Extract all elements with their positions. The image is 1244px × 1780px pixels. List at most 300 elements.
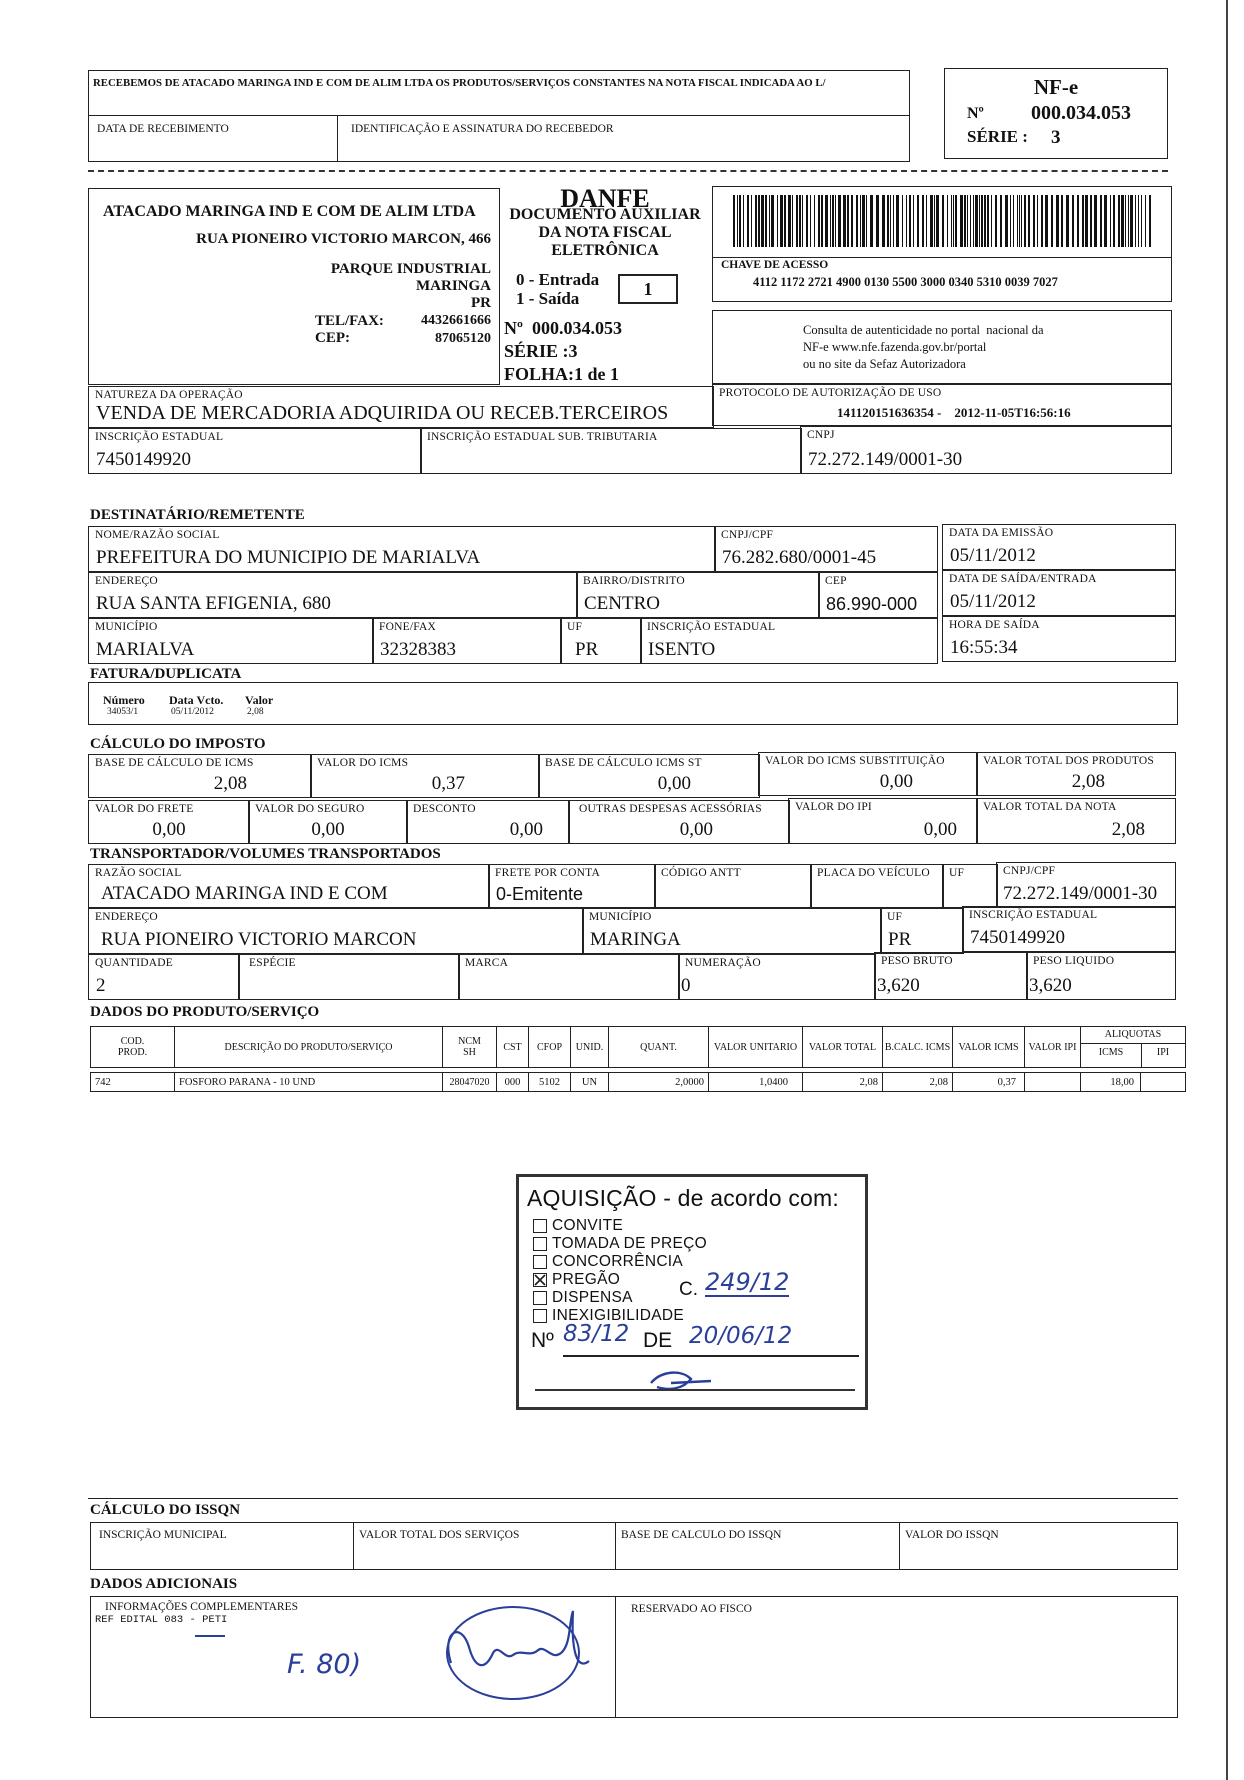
barcode-bar bbox=[890, 195, 891, 247]
barcode-bar bbox=[909, 195, 911, 247]
cnpj-cell bbox=[800, 426, 1172, 474]
barcode-bar bbox=[1061, 195, 1063, 247]
emitter-street: RUA PIONEIRO VICTORIO MARCON, 466 bbox=[196, 231, 491, 247]
freight-label: VALOR DO FRETE bbox=[95, 803, 194, 815]
barcode-bar bbox=[1017, 195, 1018, 247]
protocol-cell bbox=[712, 384, 1172, 426]
info-text: REF EDITAL 083 - PETI bbox=[95, 1614, 228, 1626]
emission-cell bbox=[942, 524, 1176, 570]
access-key-label: CHAVE DE ACESSO bbox=[721, 259, 829, 271]
th-cfop: CFOP bbox=[529, 1027, 571, 1067]
barcode-bar bbox=[995, 195, 997, 247]
td-total: 2,08 bbox=[803, 1073, 883, 1091]
barcode-bar bbox=[832, 195, 834, 247]
danfe-line1: DOCUMENTO AUXILIAR bbox=[509, 206, 701, 223]
consult-line2: NF-e www.nfe.fazenda.gov.br/portal bbox=[803, 340, 987, 354]
recipient-address: RUA SANTA EFIGENIA, 680 bbox=[96, 593, 331, 614]
barcode-bar bbox=[922, 195, 924, 247]
net-cell bbox=[1026, 952, 1176, 1000]
recipient-name-label: NOME/RAZÃO SOCIAL bbox=[95, 529, 220, 541]
barcode-bar bbox=[788, 195, 791, 247]
barcode-bar bbox=[802, 195, 803, 247]
danfe-serie: SÉRIE :3 bbox=[504, 341, 578, 361]
barcode-bar bbox=[771, 195, 774, 247]
stamp-c-value: 249/12 bbox=[705, 1268, 790, 1296]
barcode-bar bbox=[1110, 195, 1111, 247]
barcode-bar bbox=[1019, 195, 1020, 247]
recipient-ie-label: INSCRIÇÃO ESTADUAL bbox=[647, 621, 776, 633]
emitter-name: ATACADO MARINGA IND E COM DE ALIM LTDA bbox=[103, 203, 476, 220]
handwritten-signature bbox=[421, 1591, 611, 1711]
barcode-box bbox=[712, 186, 1172, 302]
carrier-name-label: RAZÃO SOCIAL bbox=[95, 867, 182, 879]
carrier-uf-label: UF bbox=[949, 867, 965, 879]
stamp-no-value: 83/12 bbox=[563, 1321, 630, 1347]
antt-cell bbox=[654, 864, 812, 908]
ie-label: INSCRIÇÃO ESTADUAL bbox=[95, 431, 224, 443]
total-products-value: 2,08 bbox=[1071, 771, 1105, 792]
barcode-bar bbox=[936, 195, 939, 247]
ipi-cell bbox=[788, 798, 978, 844]
barcode-bar bbox=[1005, 195, 1008, 247]
barcode-bar bbox=[906, 195, 907, 247]
recipient-section-title: DESTINATÁRIO/REMETENTE bbox=[90, 507, 305, 523]
consult-line1: Consulta de autenticidade no portal nacional da bbox=[803, 323, 1044, 337]
invoice-section-title: FATURA/DUPLICATA bbox=[90, 666, 242, 682]
numbering-value: 0 bbox=[681, 975, 691, 996]
icms-value: 0,37 bbox=[431, 773, 465, 794]
barcode-bar bbox=[970, 195, 971, 247]
transport-section-title: TRANSPORTADOR/VOLUMES TRANSPORTADOS bbox=[90, 846, 441, 862]
barcode-bar bbox=[1125, 195, 1126, 247]
emitter-state: PR bbox=[471, 295, 491, 311]
recipient-phone-label: FONE/FAX bbox=[379, 621, 436, 633]
barcode-bar bbox=[1033, 195, 1035, 247]
stamp-sign-line bbox=[535, 1389, 855, 1391]
barcode-bar bbox=[743, 195, 744, 247]
total-products-cell bbox=[976, 752, 1176, 796]
carrier-address-label: ENDEREÇO bbox=[95, 911, 158, 923]
icms-cell bbox=[310, 754, 540, 798]
barcode-bar bbox=[737, 195, 738, 247]
invoice-h-due: Data Vcto. bbox=[169, 693, 224, 707]
emitter-cep-label: CEP: bbox=[315, 330, 350, 346]
barcode-bar bbox=[987, 195, 989, 247]
stamp-de-label: DE bbox=[643, 1329, 673, 1352]
base-st-label: BASE DE CÁLCULO ICMS ST bbox=[545, 757, 702, 769]
carrier-name: ATACADO MARINGA IND E COM bbox=[101, 883, 388, 904]
carrier-city: MARINGA bbox=[590, 929, 681, 950]
issqn-services-label: VALOR TOTAL DOS SERVIÇOS bbox=[359, 1529, 520, 1541]
exit-date-label: DATA DE SAÍDA/ENTRADA bbox=[949, 573, 1097, 585]
icms-label: VALOR DO ICMS bbox=[317, 757, 409, 769]
td-ncm: 28047020 bbox=[443, 1073, 497, 1091]
barcode-graphic bbox=[733, 195, 1153, 247]
concorrencia-checkbox bbox=[533, 1255, 547, 1269]
base-icms-cell bbox=[88, 754, 312, 798]
barcode-bar bbox=[1021, 195, 1022, 247]
barcode-bar bbox=[964, 195, 966, 247]
pregao-checkbox-checked bbox=[533, 1273, 547, 1287]
barcode-bar bbox=[991, 195, 992, 247]
plate-label: PLACA DO VEÍCULO bbox=[817, 867, 930, 879]
barcode-bar bbox=[1045, 195, 1048, 247]
nature-label: NATUREZA DA OPERAÇÃO bbox=[95, 389, 243, 401]
carrier-uf2: PR bbox=[888, 929, 912, 950]
th-vipi: VALOR IPI bbox=[1025, 1027, 1081, 1067]
additional-section-title: DADOS ADICIONAIS bbox=[90, 1576, 238, 1592]
carrier-cnpj-cell bbox=[996, 862, 1176, 908]
danfe-block bbox=[500, 186, 710, 386]
barcode-bar bbox=[1121, 195, 1124, 247]
barcode-bar bbox=[765, 195, 767, 247]
barcode-bar bbox=[1056, 195, 1059, 247]
emission-value: 05/11/2012 bbox=[950, 545, 1036, 566]
barcode-bar bbox=[1024, 195, 1026, 247]
nfe-title: NF-e bbox=[1033, 75, 1079, 99]
recipient-name-cell bbox=[88, 526, 716, 572]
th-aliq: ALIQUOTAS bbox=[1104, 1029, 1162, 1040]
base-st-cell bbox=[538, 754, 760, 798]
carrier-cnpj: 72.272.149/0001-30 bbox=[1003, 883, 1158, 904]
issqn-base-label: BASE DE CALCULO DO ISSQN bbox=[621, 1529, 782, 1541]
recipient-uf: PR bbox=[575, 639, 599, 660]
barcode-bar bbox=[814, 195, 815, 247]
barcode-bar bbox=[847, 195, 849, 247]
discount-value: 0,00 bbox=[509, 819, 543, 840]
barcode-bar bbox=[862, 195, 865, 247]
danfe-title: DANFE bbox=[560, 184, 650, 213]
barcode-bar bbox=[1072, 195, 1074, 247]
carrier-ie-label: INSCRIÇÃO ESTADUAL bbox=[969, 909, 1098, 921]
td-cst: 000 bbox=[497, 1073, 529, 1091]
ie-st-cell bbox=[420, 428, 802, 474]
barcode-bar bbox=[1028, 195, 1030, 247]
danfe-type-box bbox=[618, 274, 678, 304]
discount-cell bbox=[406, 800, 570, 844]
products-header bbox=[90, 1026, 1186, 1068]
barcode-bar bbox=[1118, 195, 1120, 247]
qty-label: QUANTIDADE bbox=[95, 957, 174, 969]
qty-value: 2 bbox=[96, 975, 106, 996]
ipi-value: 0,00 bbox=[923, 819, 957, 840]
barcode-bar bbox=[893, 195, 894, 247]
exit-time-value: 16:55:34 bbox=[950, 637, 1018, 658]
barcode-divider bbox=[713, 257, 1171, 258]
td-unid: UN bbox=[571, 1073, 609, 1091]
barcode-bar bbox=[1013, 195, 1014, 247]
barcode-bar bbox=[1082, 195, 1084, 247]
gross-cell bbox=[874, 952, 1028, 1000]
recipient-phone-cell bbox=[372, 618, 562, 664]
tax-section-title: CÁLCULO DO IMPOSTO bbox=[90, 736, 266, 752]
carrier-ie-cell bbox=[962, 906, 1176, 952]
convite-checkbox bbox=[533, 1219, 547, 1233]
recipient-cnpj: 76.282.680/0001-45 bbox=[722, 547, 877, 568]
emitter-cep: 87065120 bbox=[435, 331, 491, 346]
antt-label: CÓDIGO ANTT bbox=[661, 867, 741, 879]
other-cell bbox=[568, 800, 790, 844]
base-icms-value: 2,08 bbox=[213, 773, 247, 794]
barcode-bar bbox=[761, 195, 764, 247]
emission-label: DATA DA EMISSÃO bbox=[949, 527, 1054, 539]
recipient-phone: 32328383 bbox=[380, 639, 456, 660]
recipient-cep: 86.990-000 bbox=[826, 594, 918, 614]
products-row bbox=[90, 1072, 1186, 1092]
exit-date-cell bbox=[942, 570, 1176, 616]
stamp-signature bbox=[631, 1361, 731, 1401]
barcode-bar bbox=[1000, 195, 1002, 247]
stamp-options bbox=[533, 1217, 707, 1325]
qty-cell bbox=[88, 954, 240, 1000]
icms-st-cell bbox=[758, 752, 978, 796]
barcode-bar bbox=[866, 195, 867, 247]
access-key: 4112 1172 2721 4900 0130 5500 3000 0340 5310 0039 7027 bbox=[753, 275, 1058, 289]
plate-cell bbox=[810, 864, 944, 908]
barcode-bar bbox=[769, 195, 770, 247]
insurance-label: VALOR DO SEGURO bbox=[255, 803, 365, 815]
barcode-bar bbox=[896, 195, 899, 247]
carrier-uf2-cell bbox=[880, 908, 964, 954]
invoice-due: 05/11/2012 bbox=[171, 707, 214, 717]
td-cfop: 5102 bbox=[529, 1073, 571, 1091]
barcode-bar bbox=[843, 195, 846, 247]
page-edge bbox=[1226, 0, 1228, 1780]
td-quant: 2,0000 bbox=[609, 1073, 709, 1091]
th-aliq-ipi: IPI bbox=[1156, 1047, 1170, 1058]
recipient-city-cell bbox=[88, 618, 374, 664]
barcode-bar bbox=[838, 195, 841, 247]
barcode-bar bbox=[913, 195, 914, 247]
barcode-bar bbox=[796, 195, 798, 247]
barcode-bar bbox=[1085, 195, 1088, 247]
issqn-d3 bbox=[899, 1523, 900, 1569]
barcode-bar bbox=[825, 195, 828, 247]
barcode-bar bbox=[1041, 195, 1043, 247]
additional-box bbox=[90, 1596, 1178, 1718]
danfe-entrada: 0 - Entrada bbox=[516, 270, 600, 289]
numbering-cell bbox=[678, 954, 876, 1000]
carrier-name-cell bbox=[88, 864, 490, 908]
danfe-saida: 1 - Saída bbox=[516, 289, 580, 308]
check-x-icon bbox=[534, 1274, 546, 1286]
invoice-h-value: Valor bbox=[245, 693, 274, 707]
barcode-bar bbox=[902, 195, 903, 247]
stamp-option-tomada bbox=[533, 1235, 707, 1253]
danfe-line2: DA NOTA FISCAL bbox=[538, 224, 672, 241]
receipt-vdivider bbox=[337, 115, 338, 161]
barcode-bar bbox=[984, 195, 986, 247]
nfe-number-box bbox=[944, 68, 1168, 159]
invoice-value: 2,08 bbox=[247, 707, 264, 717]
barcode-bar bbox=[860, 195, 861, 247]
carrier-ie: 7450149920 bbox=[970, 927, 1065, 948]
species-label: ESPÉCIE bbox=[249, 957, 296, 969]
th-unit: VALOR UNITARIO bbox=[709, 1027, 803, 1067]
barcode-bar bbox=[870, 195, 873, 247]
ie-st-label: INSCRIÇÃO ESTADUAL SUB. TRIBUTARIA bbox=[427, 431, 658, 443]
freight-value: 0,00 bbox=[152, 819, 186, 840]
emitter-district: PARQUE INDUSTRIAL bbox=[330, 261, 491, 277]
barcode-bar bbox=[780, 195, 783, 247]
barcode-bar bbox=[821, 195, 823, 247]
barcode-bar bbox=[1130, 195, 1133, 247]
freight-account-label: FRETE POR CONTA bbox=[495, 867, 600, 879]
nfe-number: 000.034.053 bbox=[1031, 102, 1131, 124]
carrier-city-label: MUNICÍPIO bbox=[589, 911, 652, 923]
recipient-uf-cell bbox=[560, 618, 642, 664]
carrier-address: RUA PIONEIRO VICTORIO MARCON bbox=[101, 929, 417, 950]
exit-date-value: 05/11/2012 bbox=[950, 591, 1036, 612]
recipient-address-label: ENDEREÇO bbox=[95, 575, 158, 587]
tomada-checkbox bbox=[533, 1237, 547, 1251]
cnpj-label: CNPJ bbox=[807, 429, 835, 441]
freight-cell bbox=[88, 800, 250, 844]
inexigibilidade-checkbox bbox=[533, 1309, 547, 1323]
barcode-bar bbox=[751, 195, 752, 247]
other-value: 0,00 bbox=[679, 819, 713, 840]
issqn-top-rule bbox=[88, 1498, 1178, 1499]
recipient-district-cell bbox=[576, 572, 820, 618]
th-quant: QUANT. bbox=[609, 1027, 709, 1067]
barcode-bar bbox=[1037, 195, 1038, 247]
carrier-city-cell bbox=[582, 908, 882, 954]
discount-label: DESCONTO bbox=[413, 803, 476, 815]
barcode-bar bbox=[917, 195, 919, 247]
stamp-date-underline bbox=[563, 1355, 859, 1357]
base-icms-label: BASE DE CÁLCULO DE ICMS bbox=[95, 757, 254, 769]
danfe-number: Nº 000.034.053 bbox=[504, 318, 622, 338]
consult-line3: ou no site da Sefaz Autorizadora bbox=[803, 357, 966, 371]
carrier-address-cell bbox=[88, 908, 584, 954]
danfe-folha: FOLHA:1 de 1 bbox=[504, 364, 619, 384]
barcode-bar bbox=[806, 195, 808, 247]
fisco-label: RESERVADO AO FISCO bbox=[631, 1603, 752, 1615]
receipt-divider bbox=[89, 115, 909, 116]
barcode-bar bbox=[953, 195, 954, 247]
td-bcalc: 2,08 bbox=[883, 1073, 953, 1091]
carrier-uf-cell bbox=[942, 864, 998, 908]
ie-value: 7450149920 bbox=[96, 449, 191, 470]
barcode-bar bbox=[1141, 195, 1142, 247]
consult-box bbox=[712, 310, 1172, 384]
exit-time-label: HORA DE SAÍDA bbox=[949, 619, 1040, 631]
td-unit: 1,0400 bbox=[709, 1073, 803, 1091]
barcode-bar bbox=[981, 195, 983, 247]
gross-label: PESO BRUTO bbox=[881, 955, 953, 967]
barcode-bar bbox=[934, 195, 935, 247]
th-cst: CST bbox=[497, 1027, 529, 1067]
recipient-cep-label: CEP bbox=[825, 575, 847, 587]
exit-time-cell bbox=[942, 616, 1176, 662]
barcode-bar bbox=[926, 195, 927, 247]
dispensa-label: DISPENSA bbox=[552, 1289, 633, 1306]
convite-label: CONVITE bbox=[552, 1217, 623, 1234]
barcode-bar bbox=[967, 195, 968, 247]
insurance-cell bbox=[248, 800, 408, 844]
barcode-bar bbox=[799, 195, 801, 247]
total-cell bbox=[976, 798, 1176, 844]
th-bcalc: B.CALC. ICMS bbox=[883, 1027, 953, 1067]
danfe-line3: ELETRÔNICA bbox=[551, 242, 659, 259]
cut-line bbox=[88, 170, 1168, 172]
barcode-bar bbox=[942, 195, 944, 247]
issqn-im-label: INSCRIÇÃO MUNICIPAL bbox=[99, 1529, 227, 1541]
species-cell bbox=[238, 954, 460, 1000]
td-vicms: 0,37 bbox=[953, 1073, 1025, 1091]
recipient-uf-label: UF bbox=[567, 621, 583, 633]
stamp-option-convite bbox=[533, 1217, 707, 1235]
td-vipi bbox=[1025, 1073, 1081, 1091]
barcode-bar bbox=[1077, 195, 1079, 247]
barcode-bar bbox=[784, 195, 786, 247]
barcode-bar bbox=[733, 195, 735, 247]
barcode-bar bbox=[1051, 195, 1053, 247]
barcode-bar bbox=[1135, 195, 1136, 247]
barcode-bar bbox=[882, 195, 885, 247]
barcode-bar bbox=[856, 195, 858, 247]
barcode-bar bbox=[951, 195, 952, 247]
inexigibilidade-label: INEXIGIBILIDADE bbox=[552, 1307, 684, 1324]
net-value: 3,620 bbox=[1029, 975, 1072, 996]
recipient-ie-cell bbox=[640, 618, 938, 664]
barcode-bar bbox=[955, 195, 957, 247]
recipient-address-cell bbox=[88, 572, 578, 618]
barcode-bar bbox=[792, 195, 793, 247]
barcode-bar bbox=[1128, 195, 1129, 247]
td-aliq-ipi bbox=[1141, 1073, 1185, 1091]
insurance-value: 0,00 bbox=[311, 819, 345, 840]
th-total: VALOR TOTAL bbox=[803, 1027, 883, 1067]
protocol-label: PROTOCOLO DE AUTORIZAÇÃO DE USO bbox=[719, 387, 942, 399]
barcode-bar bbox=[830, 195, 831, 247]
barcode-bar bbox=[975, 195, 978, 247]
products-section-title: DADOS DO PRODUTO/SERVIÇO bbox=[90, 1004, 320, 1020]
nfe-number-label: Nº bbox=[967, 105, 984, 122]
numbering-label: NUMERAÇÃO bbox=[685, 957, 761, 969]
barcode-bar bbox=[851, 195, 853, 247]
th-vicms: VALOR ICMS bbox=[953, 1027, 1025, 1067]
barcode-bar bbox=[1104, 195, 1107, 247]
barcode-bar bbox=[930, 195, 933, 247]
recipient-city-label: MUNICÍPIO bbox=[95, 621, 158, 633]
barcode-bar bbox=[1145, 195, 1146, 247]
stamp-title: AQUISIÇÃO - de acordo com: bbox=[527, 1185, 839, 1211]
barcode-bar bbox=[1090, 195, 1092, 247]
receipt-sign-label: IDENTIFICAÇÃO E ASSINATURA DO RECEBEDOR bbox=[351, 123, 614, 135]
freight-account-cell bbox=[488, 864, 656, 908]
issqn-value-label: VALOR DO ISSQN bbox=[905, 1529, 999, 1541]
net-label: PESO LIQUIDO bbox=[1033, 955, 1115, 967]
td-cod: 742 bbox=[91, 1073, 175, 1091]
emitter-phone: 4432661666 bbox=[421, 313, 491, 328]
base-st-value: 0,00 bbox=[657, 773, 691, 794]
th-unid: UNID. bbox=[571, 1027, 609, 1067]
total-value: 2,08 bbox=[1111, 819, 1145, 840]
td-aliq-icms: 18,00 bbox=[1081, 1073, 1141, 1091]
barcode-bar bbox=[973, 195, 974, 247]
other-label: OUTRAS DESPESAS ACESSÓRIAS bbox=[579, 803, 762, 815]
th-cod: COD. PROD. bbox=[91, 1027, 175, 1067]
stamp-c-label: C. bbox=[679, 1279, 698, 1300]
barcode-bar bbox=[1149, 195, 1151, 247]
total-products-label: VALOR TOTAL DOS PRODUTOS bbox=[983, 755, 1154, 767]
recipient-name: PREFEITURA DO MUNICIPIO DE MARIALVA bbox=[96, 547, 481, 568]
barcode-bar bbox=[1100, 195, 1102, 247]
nature-value: VENDA DE MERCADORIA ADQUIRIDA OU RECEB.TERCEIROS bbox=[96, 402, 669, 424]
dispensa-checkbox bbox=[533, 1291, 547, 1305]
pregao-label: PREGÃO bbox=[552, 1271, 621, 1288]
